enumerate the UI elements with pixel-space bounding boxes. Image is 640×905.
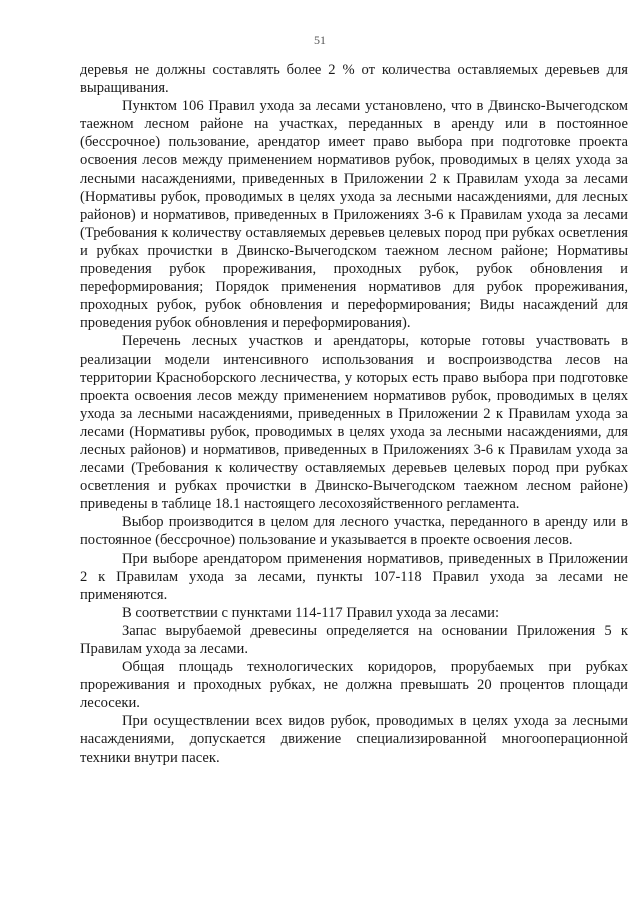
paragraph-machinery: При осуществлении всех видов рубок, проводимых в целях ухода за лесными насаждениями, допускается движение специализированной многооперационной техники внутри пасек. [80,713,628,766]
paragraph-items-114-117: В соответствии с пунктами 114-117 Правил ухода за лесами: [122,604,500,621]
paragraph-lease-list: Перечень лесных участков и арендаторы, которые готовы участвовать в реализации модели интенсивного использования и воспроизводства лесов на территории Красноборского лесничества, у которых есть право выбора при подготовке проекта освоения лесов между применением нормативов рубок, проводимых в целях ухода за лесными насаждениями, приведенных в Приложении 2 к Правилам ухода за лесами (Нормативы рубок, проводимых в целях ухода за лесными насаждениями, для лесных районов) и нормативов, приведенных в Приложениях 3-6 к Правилам ухода за лесами (Требования к количеству оставляемых деревьев целевых пород при рубках осветления и рубках прочистки в Двинско-Вычегодском таежном лесном районе) приведены в таблице 18.1 настоящего лесохозяйственного регламента. [80,333,628,513]
document-body [80,61,628,767]
paragraph-appendix-2: При выборе арендатором применения нормативов, приведенных в Приложении 2 к Правилам ухода за лесами, пункты 107-118 Правил ухода за лесами не применяются. [80,550,628,603]
paragraph-continuation: деревья не должны составлять более 2 % от количества оставляемых деревьев для выращивания. [80,62,628,97]
paragraph-item-106: Пунктом 106 Правил ухода за лесами установлено, что в Двинско-Вычегодском таежном лесном районе на участках, переданных в аренду или в постоянное (бессрочное) пользование, арендатор имеет право выбора при подготовке проекта освоения лесов между применением нормативов рубок, проводимых в целях ухода за лесными насаждениями, приведенных в Приложении 2 к Правилам ухода за лесами (Нормативы рубок, проводимых в целях ухода за лесными насаждениями, для лесных районов) и нормативов, приведенных в Приложениях 3-6 к Правилам ухода за лесами (Требования к количеству оставляемых деревьев целевых пород при рубках осветления и рубках прочистки в Двинско-Вычегодском таежном лесном районе; Нормативы проведения рубок прореживания, проходных рубок, рубок обновления и переформирования; Порядок применения нормативов для рубок прореживания, проходных рубок, рубок обновления и переформирования; Виды насаждений для проведения рубок обновления и переформирования). [80,98,628,332]
paragraph-timber-stock: Запас вырубаемой древесины определяется на основании Приложения 5 к Правилам ухода за лесами. [80,622,628,657]
page-number: 51 [314,33,326,47]
paragraph-corridors: Общая площадь технологических коридоров, прорубаемых при рубках прореживания и проходных рубках, не должна превышать 20 процентов площади лесосеки. [80,659,628,712]
paragraph-choice: Выбор производится в целом для лесного участка, переданного в аренду или в постоянное (бессрочное) пользование и указывается в проекте освоения лесов. [80,514,628,549]
